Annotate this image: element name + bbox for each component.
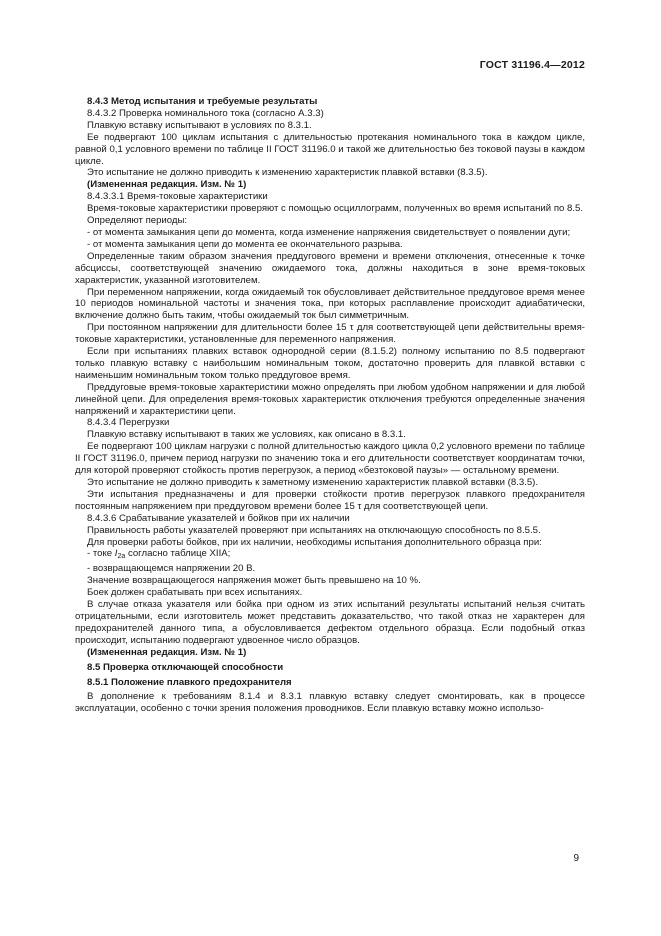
page-body (75, 93, 585, 715)
paragraph: Для проверки работы бойков, при их наличии, необходимы испытания дополнительного образца при: (87, 536, 542, 548)
subsection-heading: 8.5.1 Положение плавкого предохранителя (87, 676, 292, 688)
paragraph: Ее подвергают 100 циклам нагрузки с полной длительностью каждого цикла 0,2 условного времени по таблице II ГОСТ 31196.0, причем период нагрузки по значению тока и его длительности соответствует координатам точки, для которой проверяют стойкость против перегрузок, а период «безтоковой паузы» — остальному времени. (75, 441, 585, 477)
amendment-note: (Измененная редакция. Изм. № 1) (87, 179, 247, 191)
paragraph: Плавкую вставку испытывают в условиях по 8.3.1. (87, 119, 312, 131)
paragraph: Плавкую вставку испытывают в таких же условиях, как описано в 8.3.1. (87, 429, 406, 441)
list-item: - возвращающемся напряжении 20 В. (87, 563, 256, 575)
list-item: - от момента замыкания цепи до момента ее окончательного разрыва. (87, 238, 403, 250)
section-heading: 8.4.3 Метод испытания и требуемые результаты (87, 96, 318, 107)
paragraph: При постоянном напряжении для длительности более 15 τ для соответствующей цепи действительны время-токовые характеристики, установленные для переменного напряжения. (75, 322, 585, 346)
list-item-text: согласно таблице XIIA; (127, 548, 231, 560)
list-item (75, 548, 585, 563)
section-heading: 8.5 Проверка отключающей способности (87, 661, 284, 673)
current-subscript: 2a (117, 553, 126, 561)
paragraph: Это испытание не должно приводить к заметному изменению характеристик плавкой вставки (8.3.5). (87, 477, 539, 488)
paragraph: Ее подвергают 100 циклам испытания с длительностью протекания номинального тока в каждом цикле, равной 0,1 условного времени по таблице II ГОСТ 31196.0 и такой же длительностью без токовой паузы в каждом цикле. (75, 131, 585, 167)
list-item-prefix: - токе (87, 548, 113, 560)
current-symbol: I (114, 548, 118, 560)
paragraph: При переменном напряжении, когда ожидаемый ток обусловливает действительное преддуговое время менее 10 периодов номинальной частоты и значения тока, при которых расплавление происходит адиабатически, включение должно быть таким, чтобы ожидаемый ток был симметричным. (75, 286, 585, 322)
paragraph: Боек должен срабатывать при всех испытаниях. (87, 587, 303, 599)
amendment-note: (Измененная редакция. Изм. № 1) (87, 646, 247, 658)
document-header: ГОСТ 31196.4—2012 (479, 59, 585, 71)
paragraph: Правильность работы указателей проверяют при испытаниях на отключающую способность по 8.5.5. (87, 524, 541, 536)
paragraph: В дополнение к требованиям 8.1.4 и 8.3.1 плавкую вставку следует смонтировать, как в процессе эксплуатации, особенно с точки зрения положения проводников. Если плавкую вставку можно использо- (75, 691, 585, 715)
list-item: - от момента замыкания цепи до момента, когда изменение напряжения свидетельствует о появлении дуги; (87, 226, 571, 238)
paragraph: Определенные таким образом значения преддугового времени и времени отключения, отнесенные к точке абсциссы, соответствующей значению ожидаемого тока, должны находиться в зоне время-токовых характеристик, указанной изготовителем. (75, 250, 585, 286)
paragraph: Время-токовые характеристики проверяют с помощью осциллограмм, полученных во время испытаний по 8.5. (87, 203, 584, 215)
paragraph: В случае отказа указателя или бойка при одном из этих испытаний результаты испытаний нельзя считать отрицательными, если изготовитель может представить доказательство, что такой отказ не характерен для предохранителей данного типа, а обусловливается дефектом отдельного образца. Если подобный отказ происходит, испытанию подвергают удвоенное число образцов. (75, 599, 585, 646)
paragraph: Определяют периоды: (87, 215, 188, 227)
paragraph: Эти испытания предназначены и для проверки стойкости против перегрузок плавкого предохранителя постоянным напряжением при преддуговом времени более 15 τ для соответствующей цепи. (75, 488, 585, 512)
subsection-heading: 8.4.3.3.1 Время-токовые характеристики (87, 191, 268, 203)
paragraph: Значение возвращающегося напряжения может быть превышено на 10 %. (87, 575, 421, 587)
paragraph: Если при испытаниях плавких вставок однородной серии (8.1.5.2) полному испытанию по 8.5 подвергают только плавкую вставку с наибольшим номинальным током, достаточно проверить для плавкой вставки с наименьшим номинальным током только преддуговое время. (75, 346, 585, 381)
subsection-heading: 8.4.3.6 Срабатывание указателей и бойков при их наличии (87, 512, 350, 524)
paragraph: Преддуговые время-токовые характеристики можно определять при любом удобном напряжении и для любой линейной цепи. Для определения время-токовых характеристик отключения требуются определенные значения напряжений и характеристики цепи. (75, 381, 585, 417)
paragraph: Это испытание не должно приводить к изменению характеристик плавкой вставки (8.3.5). (87, 167, 488, 179)
subsection-heading: 8.4.3.2 Проверка номинального тока (согласно А.3.3) (87, 107, 324, 119)
page-number: 9 (573, 853, 579, 864)
subsection-heading: 8.4.3.4 Перегрузки (87, 417, 170, 429)
